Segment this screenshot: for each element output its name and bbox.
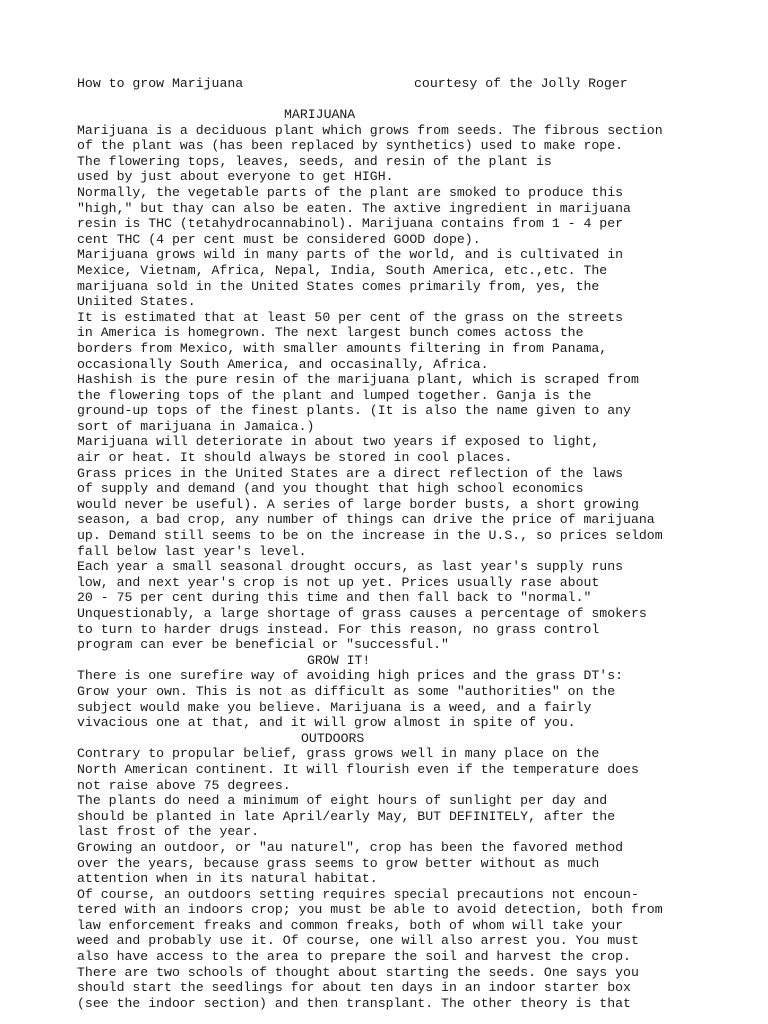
document-body <box>77 107 677 1011</box>
text-line: ground-up tops of the finest plants. (It is also the name given to any <box>77 403 631 419</box>
text-line: The flowering tops, leaves, seeds, and resin of the plant is <box>77 153 552 169</box>
text-line: sort of marijuana in Jamaica.) <box>77 418 315 434</box>
text-line: marijuana sold in the United States comes primarily from, yes, the <box>77 278 600 294</box>
text-line: over the years, because grass seems to grow better without as much <box>77 855 600 871</box>
text-line: Normally, the vegetable parts of the plant are smoked to produce this <box>77 184 624 200</box>
text-line: Marijuana grows wild in many parts of the world, and is cultivated in <box>77 247 624 263</box>
text-line: Mexice, Vietnam, Africa, Nepal, India, South America, etc.,etc. The <box>77 262 608 278</box>
text-line: Grow your own. This is not as difficult as some "authorities" on the <box>77 683 616 699</box>
text-line: Each year a small seasonal drought occurs, as last year's supply runs <box>77 559 624 575</box>
text-line: There is one surefire way of avoiding high prices and the grass DT's: <box>77 668 624 684</box>
text-line: would never be useful). A series of large border busts, a short growing <box>77 496 639 512</box>
text-line: Unquestionably, a large shortage of grass causes a percentage of smokers <box>77 606 647 621</box>
document-header <box>77 76 637 94</box>
text-line: last frost of the year. <box>77 824 260 840</box>
text-line: season, a bad crop, any number of things can drive the price of marijuana <box>77 512 655 528</box>
text-line: Of course, an outdoors setting requires special precautions not encoun- <box>77 886 639 902</box>
text-line: Grass prices in the United States are a direct reflection of the laws <box>77 465 624 481</box>
text-line: vivacious one at that, and it will grow almost in spite of you. <box>77 715 576 731</box>
text-line: to turn to harder drugs instead. For this reason, no grass control <box>77 621 600 637</box>
text-line: of the plant was (has been replaced by synthetics) used to make rope. <box>77 138 624 154</box>
text-line: subject would make you believe. Marijuana is a weed, and a fairly <box>77 699 592 715</box>
text-line: program can ever be beneficial or "successful." <box>77 637 449 653</box>
text-line: cent THC (4 per cent must be considered GOOD dope). <box>77 231 481 247</box>
text-line: the flowering tops of the plant and lumped together. Ganja is the <box>77 387 592 403</box>
text-line: It is estimated that at least 50 per cent of the grass on the streets <box>77 309 624 325</box>
text-line: Hashish is the pure resin of the marijuana plant, which is scraped from <box>77 372 639 388</box>
text-line: resin is THC (tetahydrocannabinol). Marijuana contains from 1 - 4 per <box>77 216 624 232</box>
text-line: Marijuana will deteriorate in about two years if exposed to light, <box>77 434 600 450</box>
text-line: should be planted in late April/early May, BUT DEFINITELY, after the <box>77 808 616 824</box>
text-line: Contrary to propular belief, grass grows well in many place on the <box>77 746 600 762</box>
text-line: in America is homegrown. The next largest bunch comes actoss the <box>77 325 584 341</box>
text-line: low, and next year's crop is not up yet. Prices usually rase about <box>77 574 600 590</box>
text-line: weed and probably use it. Of course, one will also arrest you. You must <box>77 933 639 949</box>
text-line: air or heat. It should always be stored in cool places. <box>77 450 513 466</box>
section-heading: OUTDOORS <box>301 730 365 746</box>
text-line: not raise above 75 degrees. <box>77 777 291 793</box>
text-line: of supply and demand (and you thought that high school economics <box>77 481 584 497</box>
text-line: borders from Mexico, with smaller amounts filtering in from Panama, <box>77 340 608 356</box>
text-line: Marijuana is a deciduous plant which grows from seeds. The fibrous section <box>77 122 663 138</box>
text-line: 20 - 75 per cent during this time and then fall back to "normal." <box>77 590 592 606</box>
text-line: up. Demand still seems to be on the increase in the U.S., so prices seldom <box>77 528 663 544</box>
text-line: North American continent. It will flourish even if the temperature does <box>77 761 639 777</box>
text-line: should start the seedlings for about ten days in an indoor starter box <box>77 980 631 996</box>
text-line: (see the indoor section) and then transplant. The other theory is that <box>77 995 631 1011</box>
text-line: tered with an indoors crop; you must be able to avoid detection, both from <box>77 902 663 918</box>
text-line: The plants do need a minimum of eight hours of sunlight per day and <box>77 793 608 809</box>
text-line: occasionally South America, and occasinally, Africa. <box>77 356 489 372</box>
text-line: also have access to the area to prepare the soil and harvest the crop. <box>77 949 631 965</box>
document-title: How to grow Marijuana <box>77 76 244 91</box>
text-line: fall below last year's level. <box>77 543 307 559</box>
text-line: attention when in its natural habitat. <box>77 871 378 887</box>
text-line: "high," but thay can also be eaten. The axtive ingredient in marijuana <box>77 200 631 216</box>
section-heading: MARIJUANA <box>284 107 356 122</box>
text-line: There are two schools of thought about starting the seeds. One says you <box>77 964 639 980</box>
text-line: used by just about everyone to get HIGH. <box>77 169 394 185</box>
text-line: law enforcement freaks and common freaks, both of whom will take your <box>77 917 624 933</box>
text-line: Growing an outdoor, or "au naturel", crop has been the favored method <box>77 839 624 855</box>
text-line: Uniited States. <box>77 294 196 310</box>
document-credit: courtesy of the Jolly Roger <box>414 76 628 91</box>
section-heading: GROW IT! <box>307 652 371 668</box>
